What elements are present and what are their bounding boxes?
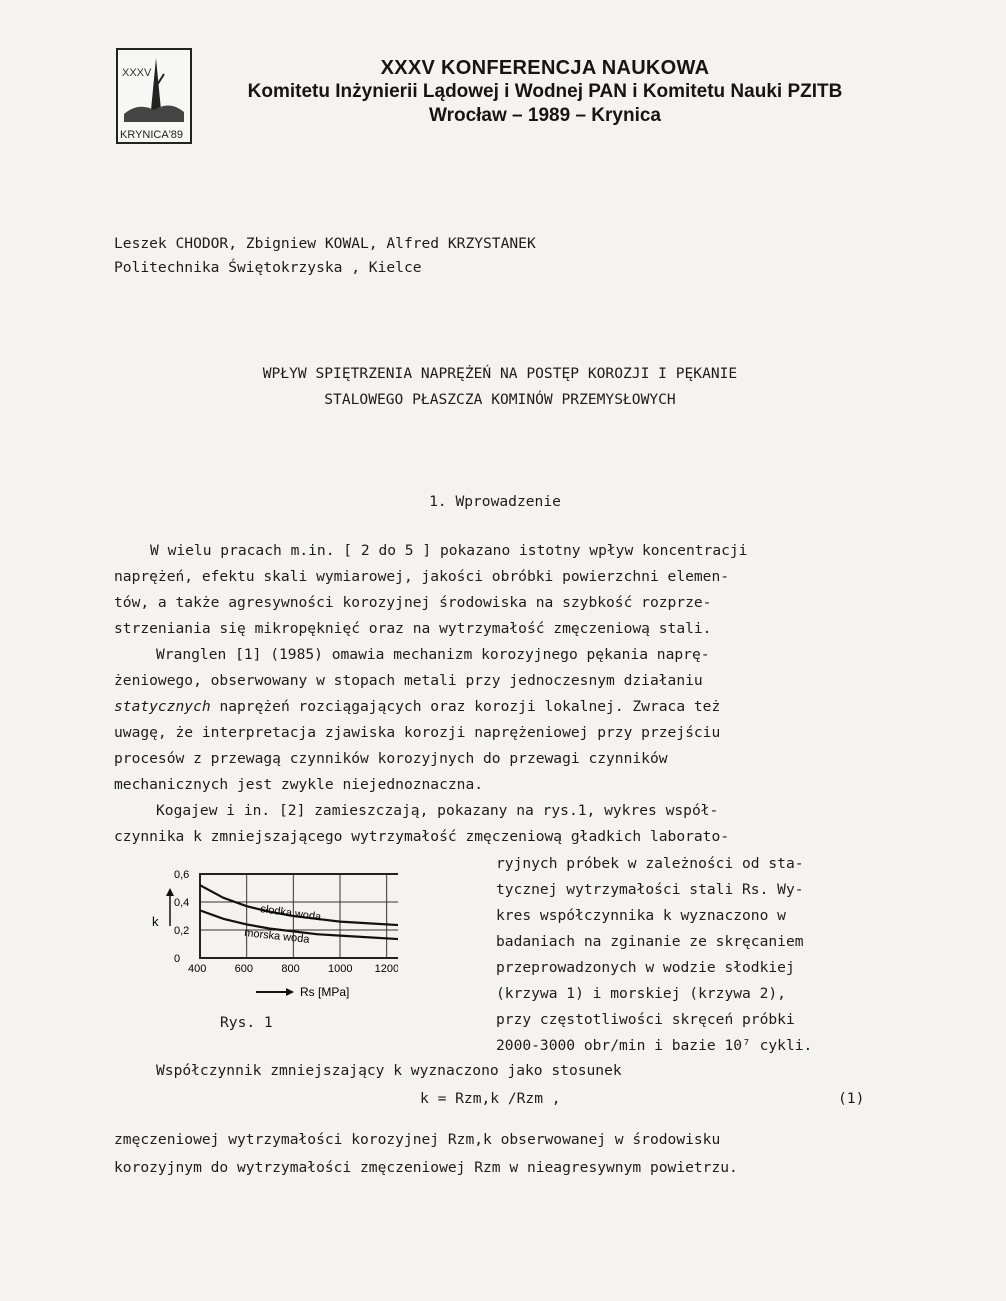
x-axis-label: Rs [MPa]	[300, 985, 350, 999]
text-line: W wielu pracach m.in. [ 2 do 5 ] pokazano istotny wpływ koncentracji	[150, 542, 748, 559]
text-line: tycznej wytrzymałości stali Rs. Wy-	[496, 881, 804, 898]
text-line: tów, a także agresywności korozyjnej środowiska na szybkość rozprze-	[114, 594, 712, 611]
paragraph-2	[114, 642, 872, 798]
x-tick-label: 600	[234, 963, 254, 975]
title-line-2: STALOWEGO PŁASZCZA KOMINÓW PRZEMYSŁOWYCH	[324, 391, 676, 408]
chart-labels	[152, 869, 398, 999]
equation-number: (1)	[838, 1090, 865, 1107]
text-line: mechanicznych jest zwykle niejednoznaczna.	[114, 776, 484, 793]
text-line: 2000-3000 obr/min i bazie 10⁷ cykli.	[496, 1037, 813, 1054]
text-line: przy częstotliwości skręceń próbki	[496, 1011, 795, 1028]
paragraph-1	[114, 538, 872, 642]
x-tick-label: 400	[188, 963, 207, 975]
logo-top-text: XXXV	[122, 67, 152, 79]
authors-block	[114, 232, 536, 280]
text-line: Kogajew i in. [2] zamieszczają, pokazany na rys.1, wykres współ-	[156, 802, 719, 819]
curve-2-label: morska woda	[243, 927, 311, 946]
y-tick-label: 0,6	[174, 869, 190, 881]
x-tick-label: 1200	[374, 963, 398, 975]
paper-title	[180, 361, 820, 413]
text-line: przeprowadzonych w wodzie słodkiej	[496, 959, 795, 976]
paragraph-4	[496, 851, 872, 1059]
text-line: strzeniania się mikropęknięć oraz na wytrzymałość zmęczeniową stali.	[114, 620, 712, 637]
italic-word: statycznych	[114, 698, 211, 715]
text-fragment: naprężeń rozciągających oraz korozji lokalnej. Zwraca też	[210, 698, 721, 715]
header-line-1: XXXV KONFERENCJA NAUKOWA	[380, 57, 710, 79]
y-arrow-head	[166, 888, 174, 896]
logo-bottom-text: KRYNICA'89	[120, 129, 184, 141]
y-tick-label: 0,4	[174, 897, 190, 909]
text-line: zmęczeniowej wytrzymałości korozyjnej Rzm,k obserwowanej w środowisku	[114, 1131, 721, 1148]
y-axis-label: k	[152, 914, 159, 929]
text-line: kres współczynnika k wyznaczono w	[496, 907, 786, 924]
text-line: naprężeń, efektu skali wymiarowej, jakości obróbki powierzchni elemen-	[114, 568, 730, 585]
y-tick-label: 0,2	[174, 925, 190, 937]
paragraph-3	[114, 798, 872, 850]
k-vs-rs-chart	[148, 858, 398, 1008]
x-tick-label: 1000	[328, 963, 353, 975]
section-heading: 1. Wprowadzenie	[429, 493, 561, 510]
paragraph-6	[114, 1126, 872, 1182]
text-line: badaniach na zginanie ze skręcaniem	[496, 933, 804, 950]
text-line: (krzywa 1) i morskiej (krzywa 2),	[496, 985, 786, 1002]
text-line: czynnika k zmniejszającego wytrzymałość zmęczeniową gładkich laborato-	[114, 828, 730, 845]
title-line-1: WPŁYW SPIĘTRZENIA NAPRĘŻEŃ NA POSTĘP KOROZJI I PĘKANIE	[262, 365, 738, 382]
conference-logo	[116, 48, 192, 144]
conference-header	[200, 56, 890, 128]
figure-caption: Rys. 1	[220, 1014, 273, 1031]
header-line-2: Komitetu Inżynierii Lądowej i Wodnej PAN i Komitetu Nauki PZITB	[247, 81, 843, 102]
figure-1	[148, 858, 398, 1028]
formula: k = Rzm,k /Rzm ,	[420, 1090, 561, 1107]
text-line: uwagę, że interpretacja zjawiska korozji naprężeniowej przy przejściu	[114, 724, 721, 741]
text-line: ryjnych próbek w zależności od sta-	[496, 855, 804, 872]
x-tick-label: 800	[281, 963, 300, 975]
header-line-3: Wrocław – 1989 – Krynica	[429, 105, 661, 126]
author-names: Leszek CHODOR, Zbigniew KOWAL, Alfred KRZYSTANEK	[114, 235, 536, 252]
text-line: procesów z przewagą czynników korozyjnych do przewagi czynników	[114, 750, 668, 767]
text-line: korozyjnym do wytrzymałości zmęczeniowej Rzm w nieagresywnym powietrzu.	[114, 1159, 738, 1176]
text-line	[114, 694, 872, 720]
x-arrow-head	[286, 988, 294, 996]
y-tick-label: 0	[174, 953, 181, 965]
affiliation: Politechnika Świętokrzyska , Kielce	[114, 259, 422, 276]
curve-1-label: słodka woda	[259, 903, 322, 924]
paragraph-5: Współczynnik zmniejszający k wyznaczono jako stosunek	[156, 1062, 622, 1079]
text-line: Wranglen [1] (1985) omawia mechanizm korozyjnego pękania naprę-	[156, 646, 710, 663]
text-line: żeniowego, obserwowany w stopach metali przy jednoczesnym działaniu	[114, 672, 703, 689]
